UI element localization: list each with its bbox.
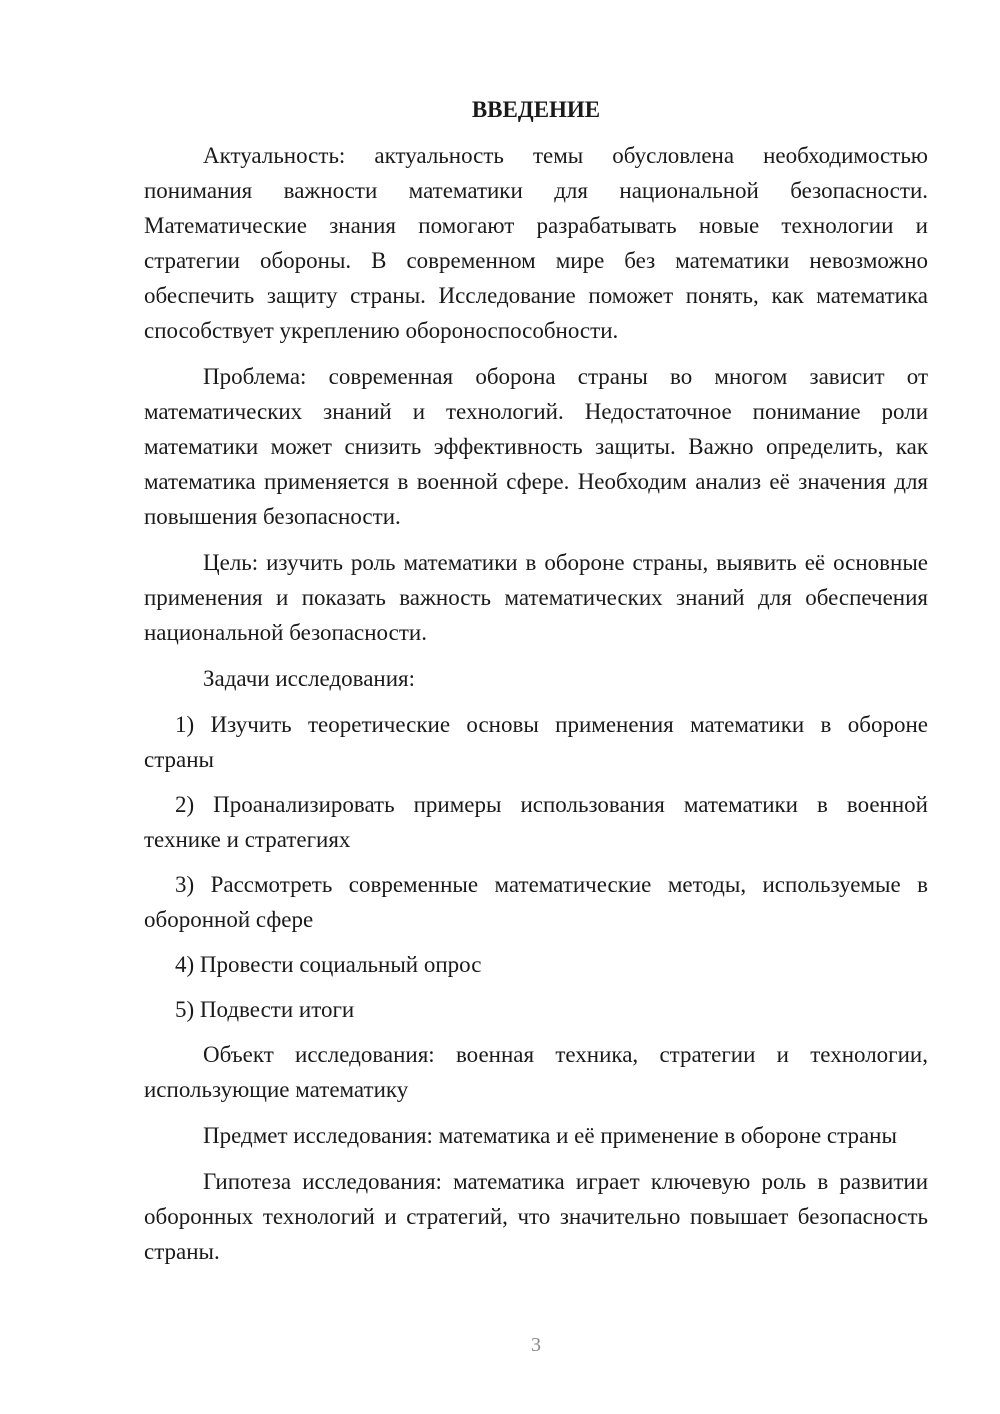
tasks-heading: Задачи исследования:: [203, 666, 416, 691]
goal-paragraph: Цель: изучить роль математики в обороне страны, выявить её основные применения и показать важность математических знаний для обеспечения национальной безопасности.: [144, 550, 928, 645]
task-item-5: 5) Подвести итоги: [175, 997, 355, 1022]
task-item-3: 3) Рассмотреть современные математические методы, используемые в оборонной сфере: [144, 872, 928, 932]
page-number: 3: [531, 1334, 541, 1356]
task-item-1: 1) Изучить теоретические основы применения математики в обороне страны: [144, 712, 928, 772]
problem-paragraph: Проблема: современная оборона страны во многом зависит от математических знаний и технологий. Недостаточное понимание роли математики может снизить эффективность защиты. Важно определить, как математика применяется в военной сфере. Необходим анализ её значения для повышения безопасности.: [144, 364, 928, 529]
relevance-paragraph: Актуальность: актуальность темы обусловлена необходимостью понимания важности математики для национальной безопасности. Математические знания помогают разрабатывать новые технологии и стратегии обороны. В современном мире без математики невозможно обеспечить защиту страны. Исследование поможет понять, как математика способствует укреплению обороноспособности.: [144, 143, 928, 343]
task-item-4: 4) Провести социальный опрос: [175, 952, 482, 977]
hypothesis-paragraph: Гипотеза исследования: математика играет ключевую роль в развитии оборонных технологий и стратегий, что значительно повышает безопасность страны.: [144, 1169, 928, 1264]
task-item-2: 2) Проанализировать примеры использования математики в военной технике и стратегиях: [144, 792, 928, 852]
object-paragraph: Объект исследования: военная техника, стратегии и технологии, использующие математику: [144, 1042, 928, 1102]
page-title: ВВЕДЕНИЕ: [471, 97, 601, 122]
document-body: [144, 92, 928, 1280]
subject-paragraph: Предмет исследования: математика и её применение в обороне страны: [203, 1123, 897, 1148]
